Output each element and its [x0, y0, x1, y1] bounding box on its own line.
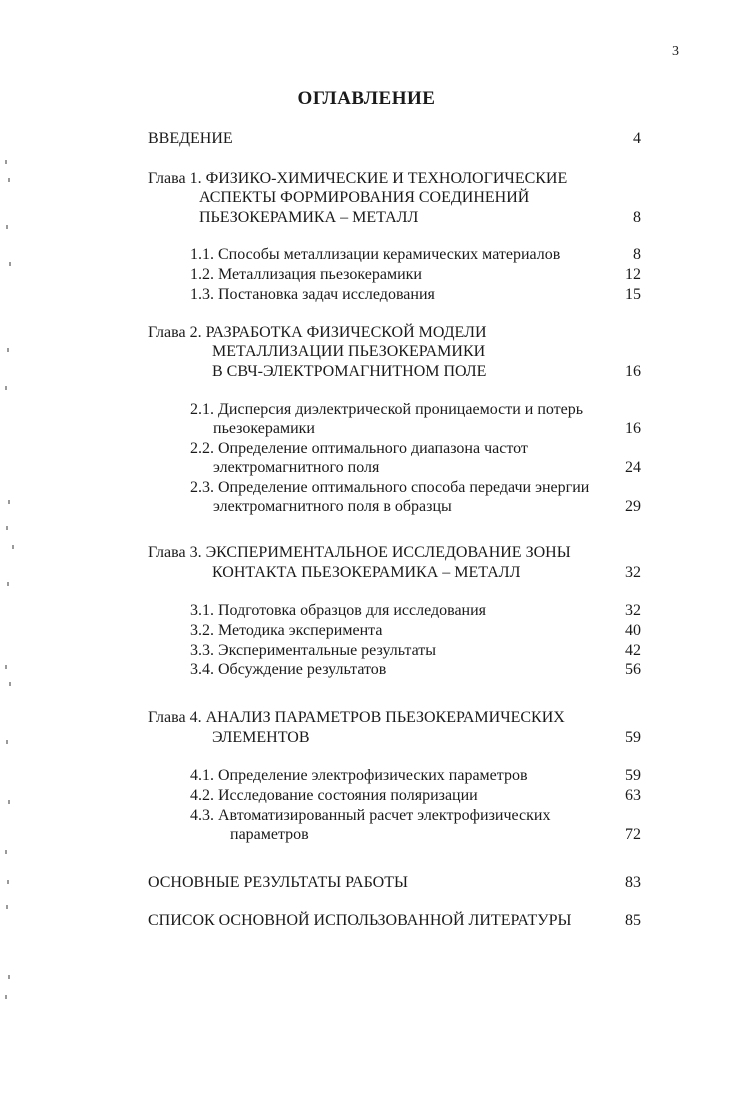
scan-speck [9, 262, 11, 266]
scan-speck [8, 800, 10, 804]
toc-ch3-line1: Глава 3. ЭКСПЕРИМЕНТАЛЬНОЕ ИССЛЕДОВАНИЕ ЗОНЫ [148, 544, 571, 561]
toc-section-3-2: 3.2. Методика эксперимента [190, 622, 383, 639]
scan-speck [6, 225, 8, 229]
scan-speck [8, 178, 10, 182]
toc-ch2-line3: В СВЧ-ЭЛЕКТРОМАГНИТНОМ ПОЛЕ [212, 363, 487, 380]
toc-section-2-1: 2.1. Дисперсия диэлектрической проницаемости и потерь [190, 401, 584, 418]
toc-section-3-3: 3.3. Экспериментальные результаты [190, 642, 437, 659]
scan-speck [5, 850, 7, 854]
scan-speck [5, 160, 7, 164]
toc-ch2-line1: Глава 2. РАЗРАБОТКА ФИЗИЧЕСКОЙ МОДЕЛИ [148, 324, 487, 341]
scan-speck [8, 975, 10, 979]
scan-speck [9, 682, 11, 686]
scan-speck [7, 880, 9, 884]
toc-ch4-line2: ЭЛЕМЕНТОВ [212, 729, 310, 746]
toc-section-2-3-page: 29 [625, 498, 641, 515]
scan-speck [8, 500, 10, 504]
scan-speck [5, 665, 7, 669]
toc-section-4-2-page: 63 [625, 787, 641, 804]
toc-section-2-3-cont: электромагнитного поля в образцы [213, 498, 452, 515]
toc-literature-title: СПИСОК ОСНОВНОЙ ИСПОЛЬЗОВАННОЙ ЛИТЕРАТУРЫ [148, 912, 572, 929]
toc-ch4-page: 59 [625, 729, 641, 746]
scan-speck [6, 905, 8, 909]
toc-intro-page: 4 [633, 130, 641, 147]
toc-section-3-3-page: 42 [625, 642, 641, 659]
toc-section-1-1: 1.1. Способы металлизации керамических материалов [190, 246, 561, 263]
toc-section-4-2: 4.2. Исследование состояния поляризации [190, 787, 478, 804]
toc-section-1-3: 1.3. Постановка задач исследования [190, 286, 435, 303]
scan-speck [6, 740, 8, 744]
toc-section-2-1-page: 16 [625, 420, 641, 437]
toc-ch1-page: 8 [633, 209, 641, 226]
toc-ch1-line3: ПЬЕЗОКЕРАМИКА – МЕТАЛЛ [199, 209, 419, 226]
toc-section-2-2: 2.2. Определение оптимального диапазона частот [190, 440, 528, 457]
toc-ch3-line2: КОНТАКТА ПЬЕЗОКЕРАМИКА – МЕТАЛЛ [212, 564, 521, 581]
toc-results-page: 83 [625, 874, 641, 891]
toc-section-3-4: 3.4. Обсуждение результатов [190, 661, 387, 678]
toc-section-2-2-page: 24 [625, 459, 641, 476]
scan-speck [5, 386, 7, 390]
toc-ch1-line1: Глава 1. ФИЗИКО-ХИМИЧЕСКИЕ И ТЕХНОЛОГИЧЕСКИЕ [148, 170, 568, 187]
scan-speck [6, 526, 8, 530]
scan-speck [12, 545, 14, 549]
toc-ch2-line2: МЕТАЛЛИЗАЦИИ ПЬЕЗОКЕРАМИКИ [212, 343, 486, 360]
toc-section-1-1-page: 8 [633, 246, 641, 263]
toc-section-3-1-page: 32 [625, 602, 641, 619]
scan-speck [5, 995, 7, 999]
toc-section-4-3-cont: параметров [230, 826, 309, 843]
toc-section-3-2-page: 40 [625, 622, 641, 639]
toc-section-1-2-page: 12 [625, 266, 641, 283]
toc-section-2-1-cont: пьезокерамики [213, 420, 315, 437]
scan-speck [7, 348, 9, 352]
toc-section-1-3-page: 15 [625, 286, 641, 303]
toc-section-2-2-cont: электромагнитного поля [213, 459, 380, 476]
toc-literature-page: 85 [625, 912, 641, 929]
toc-section-3-4-page: 56 [625, 661, 641, 678]
toc-section-4-3: 4.3. Автоматизированный расчет электрофизических [190, 807, 551, 824]
toc-results-title: ОСНОВНЫЕ РЕЗУЛЬТАТЫ РАБОТЫ [148, 874, 408, 891]
toc-section-2-3: 2.3. Определение оптимального способа передачи энергии [190, 479, 590, 496]
toc-ch1-line2: АСПЕКТЫ ФОРМИРОВАНИЯ СОЕДИНЕНИЙ [199, 189, 530, 206]
toc-section-4-1: 4.1. Определение электрофизических параметров [190, 767, 528, 784]
toc-ch2-page: 16 [625, 363, 641, 380]
toc-section-4-3-page: 72 [625, 826, 641, 843]
toc-section-1-2: 1.2. Металлизация пьезокерамики [190, 266, 422, 283]
page-number: 3 [672, 44, 679, 59]
toc-ch3-page: 32 [625, 564, 641, 581]
toc-ch4-line1: Глава 4. АНАЛИЗ ПАРАМЕТРОВ ПЬЕЗОКЕРАМИЧЕСКИХ [148, 709, 565, 726]
toc-intro-title: ВВЕДЕНИЕ [148, 130, 233, 147]
toc-section-3-1: 3.1. Подготовка образцов для исследования [190, 602, 487, 619]
page-title: ОГЛАВЛЕНИЕ [297, 88, 436, 109]
scan-speck [7, 582, 9, 586]
toc-section-4-1-page: 59 [625, 767, 641, 784]
